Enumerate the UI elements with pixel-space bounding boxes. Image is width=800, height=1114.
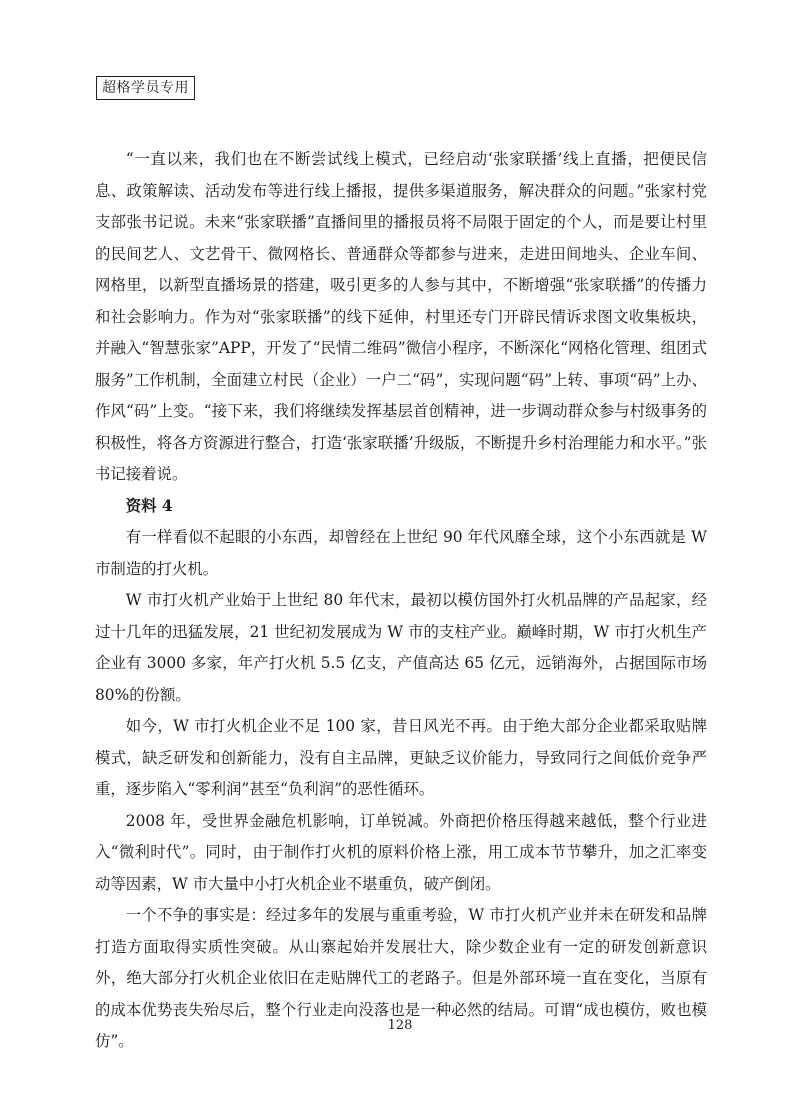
paragraph-zhangjia-broadcast: “一直以来，我们也在不断尝试线上模式，已经启动‘张家联播’线上直播，把便民信息、政策解读、活动发布等进行线上播报，提供多渠道服务，解决群众的问题。”张家村党支部张书记说。未来“张家联播”直播间里的播报员将不局限于固定的个人，而是要让村里的民间艺人、文艺骨干、微网格长、普通群众等都参与进来，走进田间地头、企业车间、网格里，以新型直播场景的搭建，吸引更多的人参与其中，不断增强“张家联播”的传播力和社会影响力。作为对“张家联播”的线下延伸，村里还专门开辟民情诉求图文收集板块，并融入“智慧张家”APP，开发了“民情二维码”微信小程序，不断深化“网格化管理、组团式服务”工作机制，全面建立村民（企业）一户二“码”，实现问题“码”上转、事项“码”上办、作风“码”上变。“接下来，我们将继续发挥基层首创精神，进一步调动群众参与村级事务的积极性，将各方资源进行整合，打造‘张家联播’升级版，不断提升乡村治理能力和水平。”张书记接着说。 xyxy=(95,150,707,483)
page-number: 128 xyxy=(387,1018,413,1033)
section-heading-material-4: 资料 4 xyxy=(125,496,173,515)
page-body xyxy=(95,144,707,1058)
paragraph-lighter-intro: 有一样看似不起眼的小东西，却曾经在上世纪 90 年代风靡全球，这个小东西就是 W 市制造的打火机。 xyxy=(95,528,707,578)
header-stamp-label: 超格学员专用 xyxy=(96,76,195,100)
paragraph-lighter-decline: 如今，W 市打火机企业不足 100 家，昔日风光不再。由于绝大部分企业都采取贴牌模式，缺乏研发和创新能力，没有自主品牌，更缺乏议价能力，导致同行之间低价竞争严重，逐步陷入“零利润”甚至“负利润”的恶性循环。 xyxy=(95,717,707,798)
paragraph-lighter-history: W 市打火机产业始于上世纪 80 年代末，最初以模仿国外打火机品牌的产品起家，经过十几年的迅猛发展，21 世纪初发展成为 W 市的支柱产业。巅峰时期，W 市打火机生产企业有 3000 多家，年产打火机 5.5 亿支，产值高达 65 亿元，远销海外，占据国际市场 80%的份额。 xyxy=(95,591,707,704)
paragraph-conclusion: 一个不争的事实是：经过多年的发展与重重考验，W 市打火机产业并未在研发和品牌打造方面取得实质性突破。从山寨起始并发展壮大，除少数企业有一定的研发创新意识外，绝大部分打火机企业依旧在走贴牌代工的老路子。但是外部环境一直在变化，当原有的成本优势丧失殆尽后，整个行业走向没落也是一种必然的结局。可谓“成也模仿，败也模仿”。 xyxy=(95,906,707,1050)
paragraph-financial-crisis: 2008 年，受世界金融危机影响，订单锐减。外商把价格压得越来越低，整个行业进入“微利时代”。同时，由于制作打火机的原料价格上涨，用工成本节节攀升，加之汇率变动等因素，W 市大量中小打火机企业不堪重负，破产倒闭。 xyxy=(95,811,707,893)
